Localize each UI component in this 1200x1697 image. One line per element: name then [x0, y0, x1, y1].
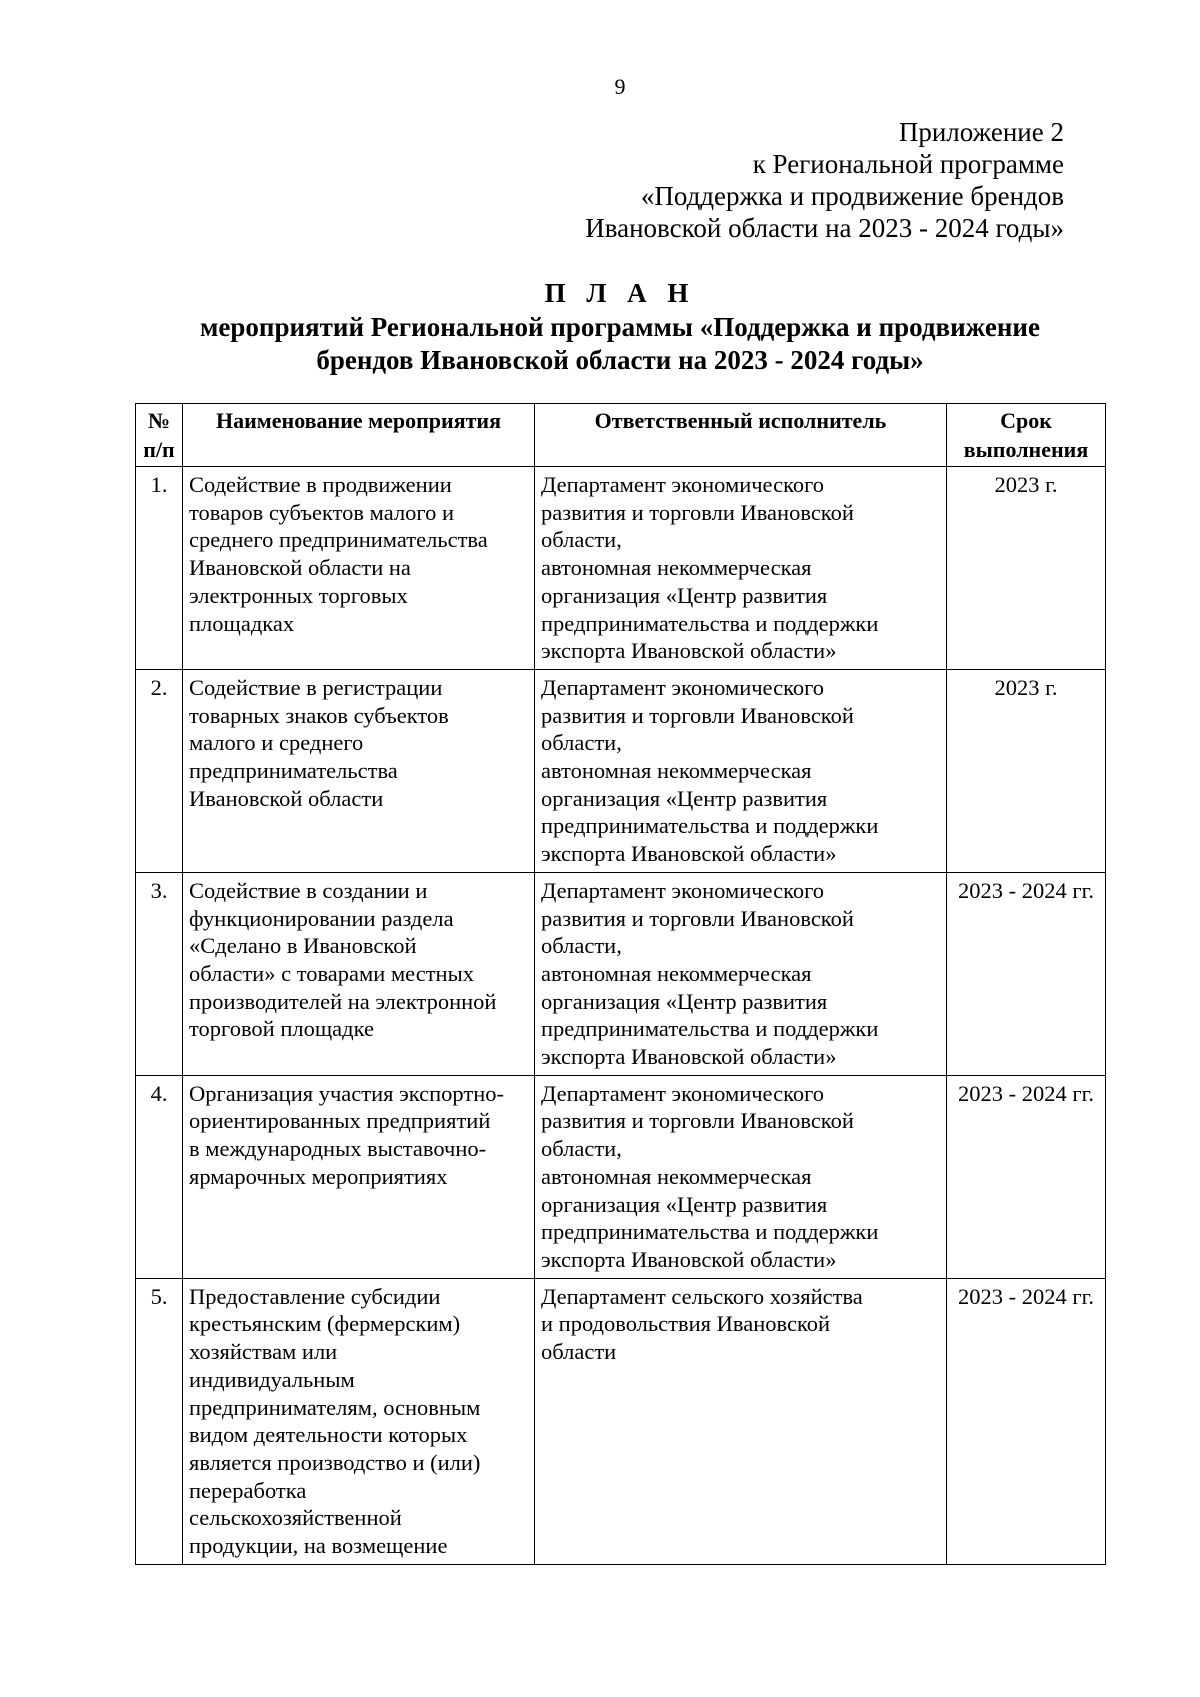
row-name: Содействие в создании и функционировании раздела «Сделано в Ивановской области» с товарами местных производителей на электронной торговой площадке: [183, 872, 535, 1075]
appendix-line-1: Приложение 2: [898, 117, 1064, 147]
row-term: 2023 - 2024 гг.: [947, 1075, 1106, 1278]
row-name: Содействие в продвижении товаров субъектов малого и среднего предпринимательства Ивановской области на электронных торговых площадках: [183, 467, 535, 670]
row-executor: Департамент экономического развития и торговли Ивановской области, автономная некоммерческая организация «Центр развития предпринимательства и поддержки экспорта Ивановской области»: [535, 1075, 947, 1278]
row-executor: Департамент экономического развития и торговли Ивановской области, автономная некоммерческая организация «Центр развития предпринимательства и поддержки экспорта Ивановской области»: [535, 872, 947, 1075]
row-num: 5.: [136, 1278, 183, 1564]
row-num: 4.: [136, 1075, 183, 1278]
header-num: № п/п: [136, 404, 183, 467]
appendix-line-3: «Поддержка и продвижение брендов: [640, 181, 1064, 211]
header-executor: Ответственный исполнитель: [535, 404, 947, 467]
row-term: 2023 г.: [947, 669, 1106, 872]
plan-title: П Л А Н: [544, 278, 696, 308]
header-name: Наименование мероприятия: [183, 404, 535, 467]
row-executor: Департамент сельского хозяйства и продовольствия Ивановской области: [535, 1278, 947, 1564]
row-num: 3.: [136, 872, 183, 1075]
row-name: Предоставление субсидии крестьянским (фермерским) хозяйствам или индивидуальным предпринимателям, основным видом деятельности которых является производство и (или) переработка сельскохозяйственной продукции, на возмещение: [183, 1278, 535, 1564]
table-row: [136, 1075, 1106, 1278]
plan-subtitle: [130, 311, 1110, 377]
row-term: 2023 - 2024 гг.: [947, 872, 1106, 1075]
appendix-line-4: Ивановской области на 2023 - 2024 годы»: [585, 213, 1064, 243]
table-row: [136, 872, 1106, 1075]
table-row: [136, 1278, 1106, 1564]
table-row: [136, 669, 1106, 872]
header-term: Срок выполнения: [947, 404, 1106, 467]
row-name: Содействие в регистрации товарных знаков субъектов малого и среднего предпринимательства Ивановской области: [183, 669, 535, 872]
plan-table: [135, 403, 1106, 1565]
row-executor: Департамент экономического развития и торговли Ивановской области, автономная некоммерческая организация «Центр развития предпринимательства и поддержки экспорта Ивановской области»: [535, 669, 947, 872]
plan-subtitle-line-1: мероприятий Региональной программы «Поддержка и продвижение: [200, 312, 1040, 342]
row-num: 2.: [136, 669, 183, 872]
row-name: Организация участия экспортно- ориентированных предприятий в международных выставочно- ярмарочных мероприятиях: [183, 1075, 535, 1278]
appendix-line-2: к Региональной программе: [752, 149, 1064, 179]
row-num: 1.: [136, 467, 183, 670]
plan-subtitle-line-2: брендов Ивановской области на 2023 - 2024 годы»: [316, 345, 924, 375]
page-number: 9: [614, 74, 626, 99]
row-term: 2023 г.: [947, 467, 1106, 670]
row-executor: Департамент экономического развития и торговли Ивановской области, автономная некоммерческая организация «Центр развития предпринимательства и поддержки экспорта Ивановской области»: [535, 467, 947, 670]
row-term: 2023 - 2024 гг.: [947, 1278, 1106, 1564]
table-header-row: [136, 404, 1106, 467]
table-row: [136, 467, 1106, 670]
appendix-block: [585, 116, 1064, 244]
